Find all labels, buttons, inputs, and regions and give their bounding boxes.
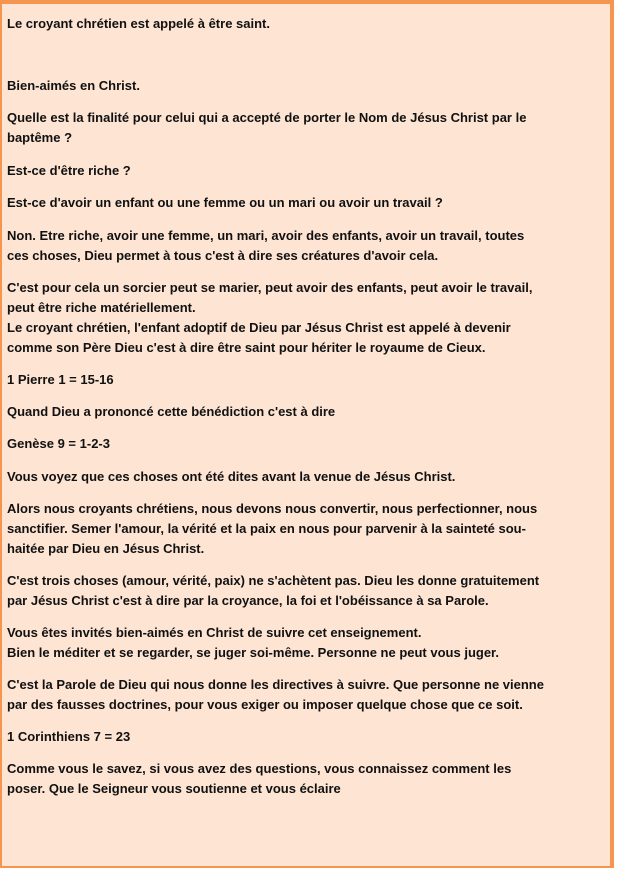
text-line: baptême ? <box>7 130 73 145</box>
text-line: Est-ce d'avoir un enfant ou une femme ou un mari ou avoir un travail ? <box>7 195 443 210</box>
text-line: poser. Que le Seigneur vous soutienne et vous éclaire <box>7 781 341 796</box>
text-line: 1 Corinthiens 7 = 23 <box>7 729 131 744</box>
text-line: haitée par Dieu en Jésus Christ. <box>7 541 205 556</box>
text-line: 1 Pierre 1 = 15-16 <box>7 372 114 387</box>
paragraph-enfant <box>7 193 613 213</box>
paragraph-convertir <box>7 499 613 559</box>
paragraph-corinthiens-reference <box>7 727 613 747</box>
article-body <box>7 14 613 799</box>
text-line: C'est la Parole de Dieu qui nous donne les directives à suivre. Que personne ne vienne <box>7 677 544 692</box>
paragraph-sorcier <box>7 278 613 358</box>
text-line: Comme vous le savez, si vous avez des questions, vous connaissez comment les <box>7 761 512 776</box>
paragraph-non <box>7 226 613 266</box>
paragraph-invites <box>7 623 613 663</box>
text-line: Bien le méditer et se regarder, se juger soi-même. Personne ne peut vous juger. <box>7 645 500 660</box>
text-line: Quand Dieu a prononcé cette bénédiction c'est à dire <box>7 404 336 419</box>
paragraph-trois-choses <box>7 571 613 611</box>
text-line: sanctifier. Semer l'amour, la vérité et la paix en nous pour parvenir à la sainteté sou- <box>7 521 526 536</box>
paragraph-riche <box>7 161 613 181</box>
paragraph-genese-reference <box>7 434 613 454</box>
text-line: Alors nous croyants chrétiens, nous devons nous convertir, nous perfectionner, nous <box>7 501 538 516</box>
text-line: Bien-aimés en Christ. <box>7 78 140 93</box>
text-line: Vous voyez que ces choses ont été dites avant la venue de Jésus Christ. <box>7 469 456 484</box>
text-line: peut être riche matériellement. <box>7 300 196 315</box>
paragraph-greeting <box>7 76 613 96</box>
text-line: C'est trois choses (amour, vérité, paix) ne s'achètent pas. Dieu les donne gratuitement <box>7 573 540 588</box>
text-line: par Jésus Christ c'est à dire par la croyance, la foi et l'obéissance à sa Parole. <box>7 593 489 608</box>
text-line: Le croyant chrétien, l'enfant adoptif de Dieu par Jésus Christ est appelé à devenir <box>7 320 511 335</box>
text-line: Est-ce d'être riche ? <box>7 163 131 178</box>
text-line: comme son Père Dieu c'est à dire être saint pour hériter le royaume de Cieux. <box>7 340 486 355</box>
text-line: ces choses, Dieu permet à tous c'est à dire ses créatures d'avoir cela. <box>7 248 439 263</box>
text-line: Vous êtes invités bien-aimés en Christ de suivre cet enseignement. <box>7 625 422 640</box>
text-line: Genèse 9 = 1-2-3 <box>7 436 110 451</box>
text-line: par des fausses doctrines, pour vous exiger ou imposer quelque chose que ce soit. <box>7 697 523 712</box>
text-line: Quelle est la finalité pour celui qui a accepté de porter le Nom de Jésus Christ par le <box>7 110 527 125</box>
paragraph-benediction <box>7 402 613 422</box>
paragraph-question <box>7 108 613 148</box>
paragraph-parole <box>7 675 613 715</box>
text-line: Le croyant chrétien est appelé à être saint. <box>7 16 270 31</box>
paragraph-venue <box>7 467 613 487</box>
paragraph-pierre-reference <box>7 370 613 390</box>
paragraph-conclusion <box>7 759 613 799</box>
article-title <box>7 14 613 34</box>
text-line: Non. Etre riche, avoir une femme, un mari, avoir des enfants, avoir un travail, toutes <box>7 228 525 243</box>
text-line: C'est pour cela un sorcier peut se marier, peut avoir des enfants, peut avoir le travail, <box>7 280 533 295</box>
